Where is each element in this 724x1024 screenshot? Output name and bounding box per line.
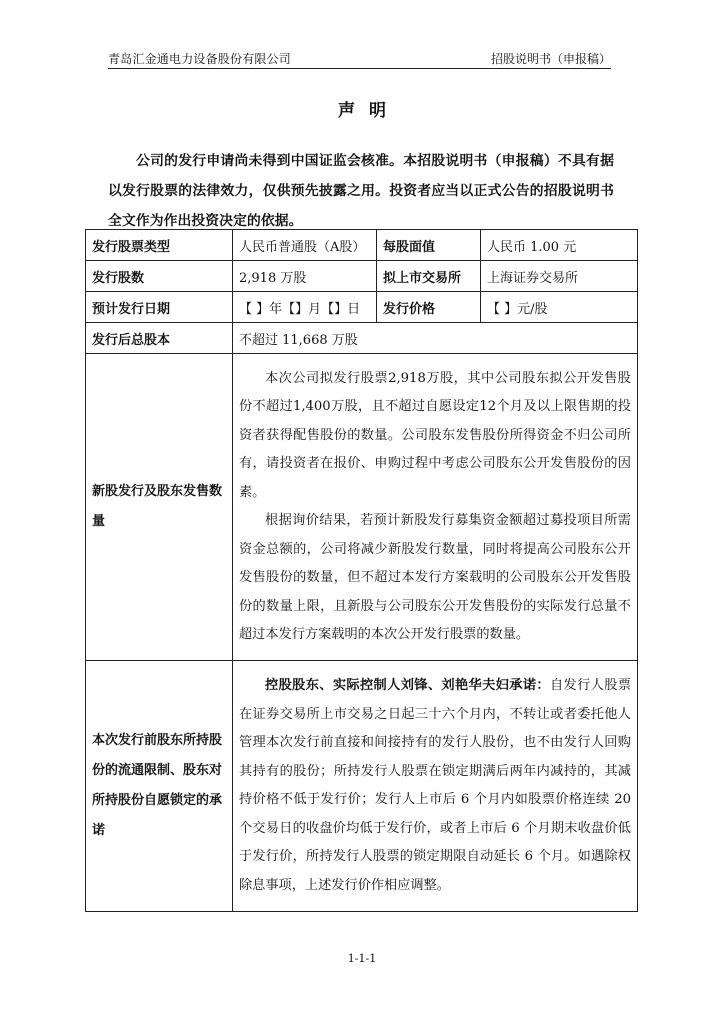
- offering-paragraph-2: 根据询价结果，若预计新股发行募集资金额超过募投项目所需资金总额的，公司将减少新股发行数量，同时将提高公司股东公开发售股份的数量，但不超过本发行方案载明的公司股东公开发售股份的数量上限，且新股与公司股东公开发售股份的实际发行总量不超过本发行方案载明的本次公开发行股票的数量。: [239, 513, 631, 642]
- page-number: 1-1-1: [347, 952, 377, 965]
- header-doc-name: 招股说明书（申报稿）: [490, 52, 611, 66]
- label-exchange: 拟上市交易所: [377, 261, 481, 292]
- offering-paragraph-1: 本次公司拟发行股票2,918万股，其中公司股东拟公开发售股份不超过1,400万股，且不超过自愿设定12个月及以上限售期的投资者获得配售股份的数量。公司股东发售股份所得资金不归公司所有，请投资者在报价、申购过程中考虑公司股东公开发售股份的因素。: [239, 370, 631, 500]
- label-issue-date: 预计发行日期: [86, 292, 233, 323]
- value-par-value: 人民币 1.00 元: [481, 230, 638, 261]
- intro-statement: 公司的发行申请尚未得到中国证监会核准。本招股说明书（申报稿）不具有据以发行股票的法律效力，仅供预先披露之用。投资者应当以正式公告的招股说明书全文作为作出投资决定的依据。: [108, 153, 614, 229]
- lockup-lead: 控股股东、实际控制人刘锋、刘艳华夫妇承诺：: [265, 678, 550, 693]
- value-new-share-offering: [233, 354, 638, 661]
- lockup-paragraph: [239, 672, 631, 900]
- label-total-capital: 发行后总股本: [86, 323, 233, 354]
- lockup-text: 自发行人股票在证券交易所上市交易之日起三十六个月内，不转让或者委托他人管理本次发行前直接和间接持有的发行人股份，也不由发行人回购其持有的股份；所持发行人股票在锁定期满后两年内减持的，其减持价格不低于发行价；发行人上市后 6 个月内如股票价格连续 20 个交易日的收盘价均低于发行价，或者上市后 6 个月期末收盘价低于发行价，所持发行人股票的锁定期限自动延长 6 个月。如遇除权除息事项，上述发行价作相应调整。: [239, 678, 632, 893]
- value-total-capital: 不超过 11,668 万股: [233, 323, 638, 354]
- label-share-count: 发行股数: [86, 261, 233, 292]
- label-par-value: 每股面值: [377, 230, 481, 261]
- page-header: [108, 50, 611, 69]
- table-row: [86, 230, 638, 261]
- table-row: [86, 661, 638, 912]
- table-row: [86, 354, 638, 661]
- label-stock-type: 发行股票类型: [86, 230, 233, 261]
- value-share-count: 2,918 万股: [233, 261, 377, 292]
- value-issue-price: 【 】元/股: [481, 292, 638, 323]
- page-title: 声明: [338, 101, 400, 121]
- value-issue-date: 【 】年【】月【】日: [233, 292, 377, 323]
- value-stock-type: 人民币普通股（A股）: [233, 230, 377, 261]
- header-company: 青岛汇金通电力设备股份有限公司: [108, 52, 292, 66]
- table-row: [86, 292, 638, 323]
- label-issue-price: 发行价格: [377, 292, 481, 323]
- label-new-share-offering: 新股发行及股东发售数量: [86, 354, 233, 661]
- label-lockup-commitment: 本次发行前股东所持股份的流通限制、股东对所持股份自愿锁定的承诺: [86, 661, 233, 912]
- value-exchange: 上海证券交易所: [481, 261, 638, 292]
- table-row: [86, 323, 638, 354]
- value-lockup-commitment: [233, 661, 638, 912]
- offering-info-table: [85, 229, 638, 912]
- table-row: [86, 261, 638, 292]
